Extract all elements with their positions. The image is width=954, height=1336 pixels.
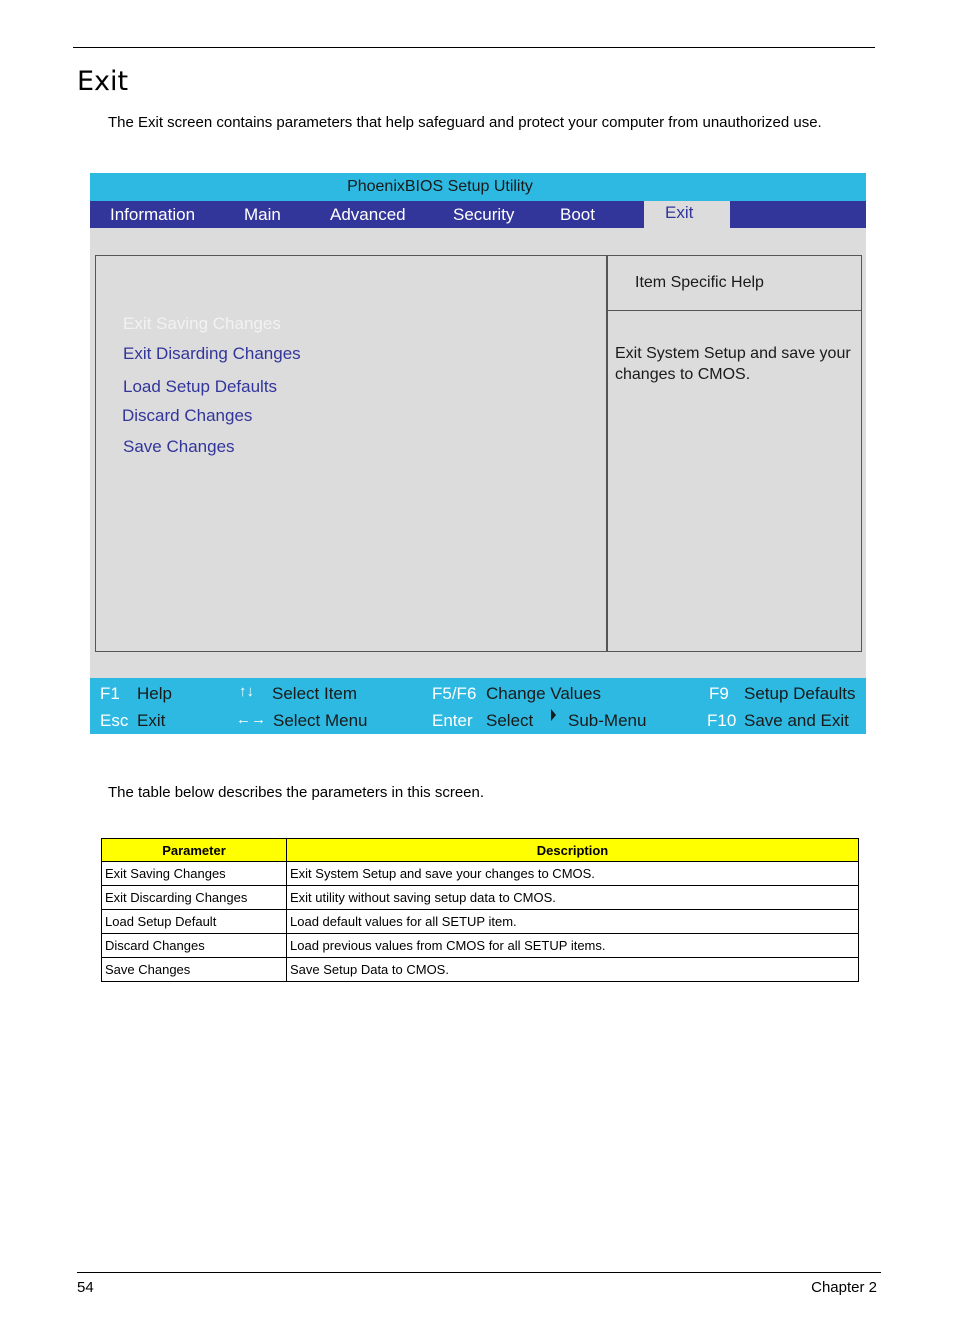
table-header-row (102, 839, 859, 862)
header-description: Description (287, 839, 859, 862)
tab-advanced[interactable]: Advanced (330, 205, 406, 224)
key-f9-action: Setup Defaults (744, 684, 856, 703)
help-divider (607, 310, 861, 311)
key-leftright-action: Select Menu (273, 711, 368, 730)
cell-description: Save Setup Data to CMOS. (287, 958, 859, 982)
bios-item-load-setup-defaults[interactable]: Load Setup Defaults (123, 377, 278, 396)
table-intro-text: The table below describes the parameters in this screen. (108, 784, 485, 801)
bios-title: PhoenixBIOS Setup Utility (347, 178, 533, 195)
key-f10-action: Save and Exit (744, 711, 849, 730)
parameter-table (101, 838, 859, 982)
cell-description: Load previous values from CMOS for all SETUP items. (287, 934, 859, 958)
bios-item-exit-saving-changes[interactable]: Exit Saving Changes (123, 314, 281, 333)
tab-exit-label: Exit (665, 203, 694, 222)
key-f1-action: Help (137, 684, 172, 703)
page-title: Exit (77, 66, 129, 97)
bios-title-bar (90, 173, 866, 201)
arrow-leftright-icon: ←→ (236, 711, 266, 728)
key-enter: Enter (432, 711, 473, 730)
key-updown-action: Select Item (272, 684, 358, 703)
tab-main[interactable]: Main (244, 205, 281, 224)
tab-security[interactable]: Security (453, 205, 515, 224)
top-rule (73, 47, 875, 48)
bios-menu-bar (90, 201, 866, 228)
table-row (102, 886, 859, 910)
cell-parameter: Load Setup Default (102, 910, 287, 934)
header-parameter: Parameter (102, 839, 287, 862)
cell-parameter: Exit Saving Changes (102, 862, 287, 886)
cell-description: Load default values for all SETUP item. (287, 910, 859, 934)
cell-description: Exit System Setup and save your changes to CMOS. (287, 862, 859, 886)
key-enter-action: Select (486, 711, 534, 730)
submenu-triangle-icon (551, 709, 556, 721)
key-esc-action: Exit (137, 711, 166, 730)
table-row (102, 862, 859, 886)
bios-item-exit-discarding-changes[interactable]: Exit Disarding Changes (123, 344, 301, 363)
chapter-label: Chapter 2 (811, 1279, 877, 1296)
tab-exit[interactable] (644, 201, 730, 228)
cell-parameter: Save Changes (102, 958, 287, 982)
key-f10: F10 (707, 711, 737, 730)
bios-help-panel (606, 255, 862, 652)
cell-description: Exit utility without saving setup data to CMOS. (287, 886, 859, 910)
table-row (102, 934, 859, 958)
key-f5f6: F5/F6 (432, 684, 477, 703)
help-title: Item Specific Help (635, 274, 764, 291)
bios-options-panel (95, 255, 608, 652)
key-f1: F1 (100, 684, 120, 703)
cell-parameter: Discard Changes (102, 934, 287, 958)
bios-screenshot (90, 173, 866, 734)
help-text: Exit System Setup and save your changes to CMOS. (615, 345, 851, 383)
key-esc: Esc (100, 711, 129, 730)
tab-boot[interactable]: Boot (560, 205, 595, 224)
cell-parameter: Exit Discarding Changes (102, 886, 287, 910)
key-f5f6-action: Change Values (486, 684, 601, 703)
tab-information[interactable]: Information (110, 205, 196, 224)
footer-rule (77, 1272, 881, 1273)
intro-text: The Exit screen contains parameters that help safeguard and protect your computer from unauthorized use. (108, 114, 822, 131)
page-number: 54 (77, 1279, 94, 1296)
table-row (102, 910, 859, 934)
arrow-updown-icon: ↑↓ (239, 683, 254, 700)
key-f9: F9 (709, 684, 729, 703)
bios-item-discard-changes[interactable]: Discard Changes (122, 406, 253, 425)
table-row (102, 958, 859, 982)
key-submenu-action: Sub-Menu (568, 711, 647, 730)
bios-item-save-changes[interactable]: Save Changes (123, 437, 235, 456)
bios-key-legend (90, 678, 866, 734)
